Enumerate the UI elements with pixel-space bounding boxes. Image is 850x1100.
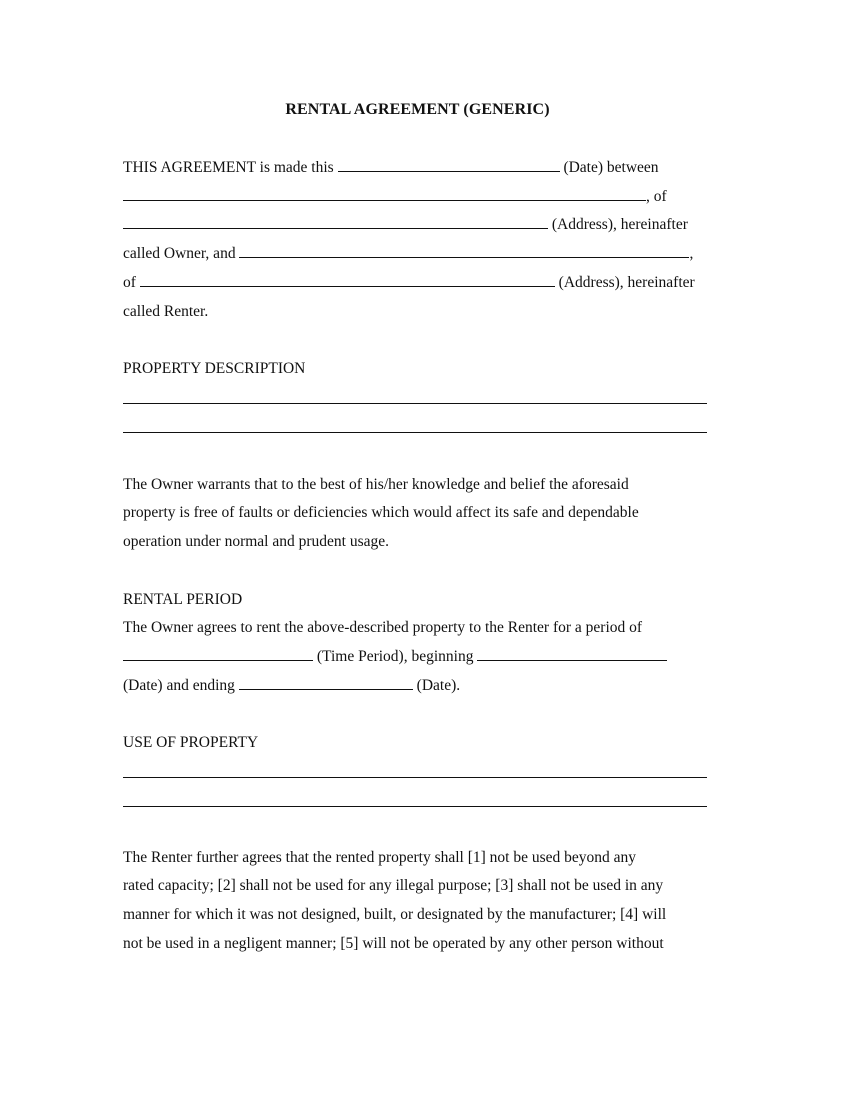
intro-text-owner-address: (Address), hereinafter	[551, 216, 688, 233]
renter-name-blank[interactable]	[239, 244, 689, 258]
rental-period-line-1: The Owner agrees to rent the above-described property to the Renter for a period of	[123, 619, 643, 636]
renter-agreement-line-3: manner for which it was not designed, built, or designated by the manufacturer; [4] will	[123, 906, 667, 923]
rental-period-text-date: (Date).	[416, 677, 461, 694]
property-description-line-1[interactable]	[123, 403, 707, 404]
intro-line-1	[123, 157, 659, 179]
use-of-property-line-1[interactable]	[123, 777, 707, 778]
intro-line-2	[123, 186, 667, 208]
use-of-property-heading: USE OF PROPERTY	[123, 734, 259, 751]
renter-agreement-line-4: not be used in a negligent manner; [5] will not be operated by any other person without	[123, 935, 664, 952]
intro-line-5	[123, 272, 695, 294]
intro-line-4	[123, 243, 693, 265]
intro-text-of-2: of	[123, 274, 136, 291]
rental-period-text-beginning: (Time Period), beginning	[316, 648, 474, 665]
intro-text-renter-address: (Address), hereinafter	[558, 274, 695, 291]
intro-line-3	[123, 214, 688, 236]
intro-text-called-owner: called Owner, and	[123, 245, 236, 262]
rental-period-heading: RENTAL PERIOD	[123, 591, 243, 608]
renter-agreement-line-1: The Renter further agrees that the rented property shall [1] not be used beyond any	[123, 849, 637, 866]
use-of-property-line-2[interactable]	[123, 806, 707, 807]
document-title: RENTAL AGREEMENT (GENERIC)	[285, 101, 550, 118]
intro-line-6: called Renter.	[123, 303, 209, 320]
warranty-line-2: property is free of faults or deficiencies which would affect its safe and dependable	[123, 504, 639, 521]
property-description-heading: PROPERTY DESCRIPTION	[123, 360, 306, 377]
intro-text-made-this: THIS AGREEMENT is made this	[123, 159, 334, 176]
intro-text-date-between: (Date) between	[563, 159, 659, 176]
intro-text-of: , of	[646, 188, 667, 205]
time-period-blank[interactable]	[123, 647, 313, 661]
warranty-line-3: operation under normal and prudent usage.	[123, 533, 389, 550]
beginning-date-blank[interactable]	[477, 647, 667, 661]
rental-period-line-2	[123, 646, 667, 668]
owner-name-blank[interactable]	[123, 187, 646, 201]
owner-address-blank[interactable]	[123, 215, 548, 229]
rental-period-text-ending: (Date) and ending	[123, 677, 235, 694]
renter-agreement-line-2: rated capacity; [2] shall not be used for any illegal purpose; [3] shall not be used in any	[123, 877, 664, 894]
rental-period-line-3	[123, 675, 460, 697]
intro-text-comma: ,	[689, 245, 694, 262]
ending-date-blank[interactable]	[239, 676, 413, 690]
date-blank[interactable]	[338, 158, 560, 172]
property-description-line-2[interactable]	[123, 432, 707, 433]
renter-address-blank[interactable]	[140, 273, 555, 287]
warranty-line-1: The Owner warrants that to the best of his/her knowledge and belief the aforesaid	[123, 476, 629, 493]
